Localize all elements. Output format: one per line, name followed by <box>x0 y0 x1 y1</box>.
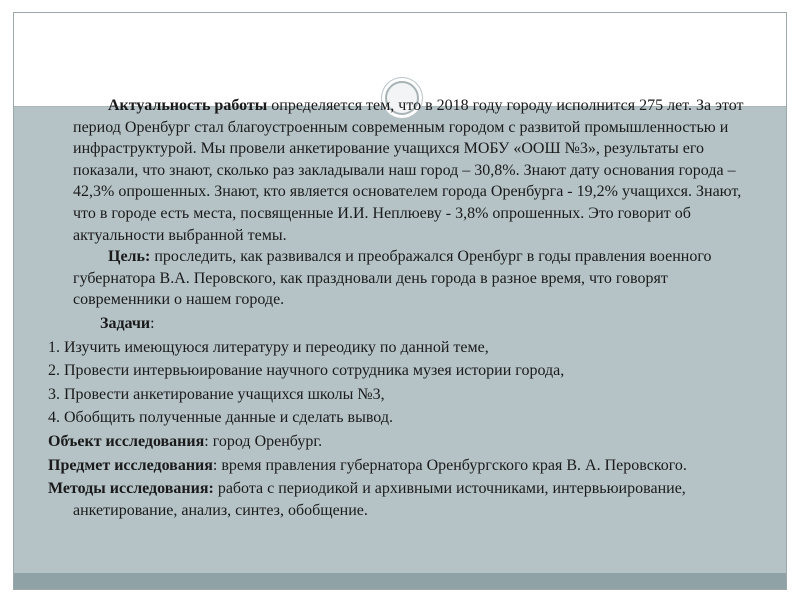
tasks-colon: : <box>150 314 155 332</box>
subject-paragraph <box>48 455 766 477</box>
subject-label: Предмет исследования <box>48 456 213 474</box>
slide-content <box>48 95 766 521</box>
object-paragraph <box>48 431 766 453</box>
goal-paragraph <box>48 246 766 311</box>
relevance-label: Актуальность работы <box>108 97 268 114</box>
methods-label: Методы исследования: <box>48 480 214 498</box>
subject-text: : время правления губернатора Оренбургского края В. А. Перовского. <box>212 456 687 474</box>
relevance-text: определяется тем, что в 2018 году городу исполнится 275 лет. За этот период Оренбург стал благоустроенным современным городом с развитой промышленностью и инфраструктурой. Мы провели анкетирование учащихся МОБУ «ООШ №3», результаты его показали, что знают, сколько раз закладывали наш город – 30,8%. Знают дату основания города – 42,3% опрошенных. Знают, кто является основателем города Оренбурга - 19,2% учащихся. Знают, что в городе есть места, посвященные И.И. Неплюеву - 3,8% опрошенных. Это говорит об актуальности выбранной темы. <box>73 97 744 244</box>
object-label: Объект исследования <box>48 432 205 450</box>
methods-text: работа с периодикой и архивными источниками, интервьюирование, анкетирование, анализ, синтез, обобщение. <box>73 480 686 519</box>
task-item-4: 4. Обобщить полученные данные и сделать вывод. <box>48 409 393 427</box>
task-item-3: 3. Провести анкетирование учащихся школы №3, <box>48 385 385 403</box>
methods-paragraph <box>48 478 766 521</box>
object-text: : город Оренбург. <box>204 432 323 450</box>
relevance-paragraph <box>48 95 766 246</box>
tasks-label: Задачи <box>100 314 151 332</box>
task-item-2: 2. Провести интервьюирование научного сотрудника музея истории города, <box>48 362 565 380</box>
goal-label: Цель: <box>108 248 151 266</box>
goal-text: проследить, как развивался и преображался Оренбург в годы правления военного губернатора В.А. Перовского, как праздновали день города в разное время, что говорят современники о нашем городе. <box>73 248 712 309</box>
tasks-heading <box>48 313 766 335</box>
task-item-1: 1. Изучить имеющуюся литературу и переодику по данной теме, <box>48 338 489 356</box>
slide-footer-band <box>14 573 786 589</box>
